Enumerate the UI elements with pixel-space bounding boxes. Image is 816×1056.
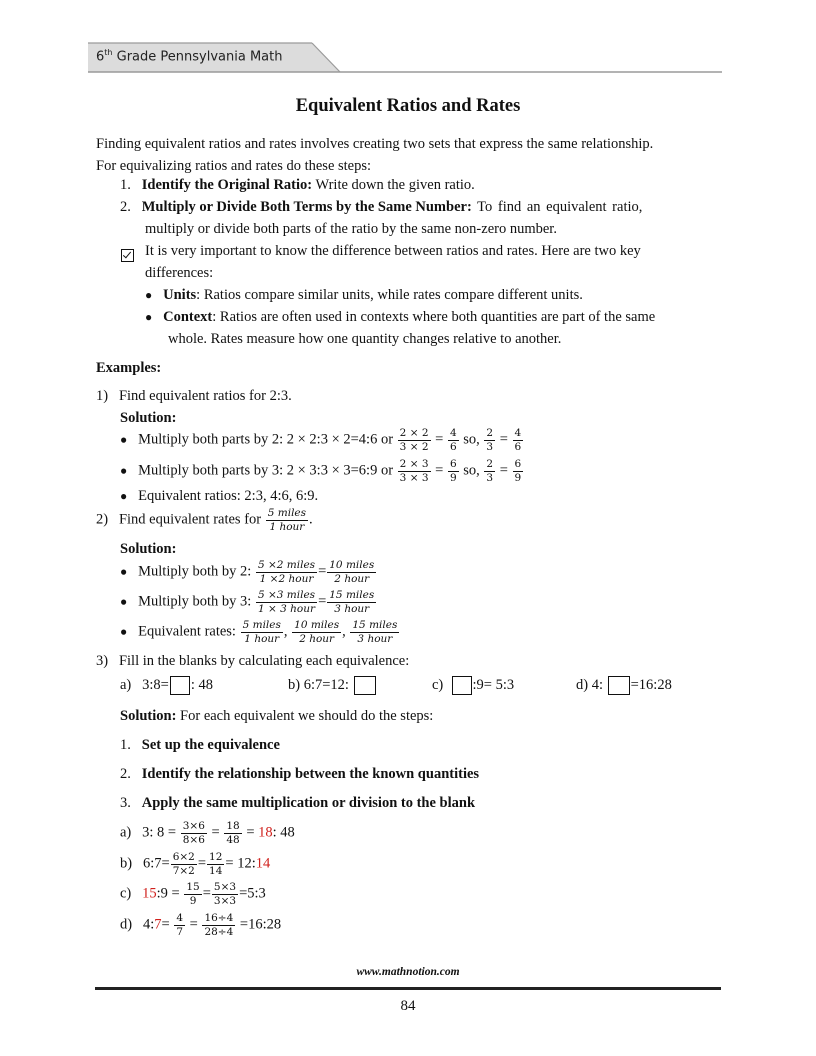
blank-box-d[interactable]: [608, 676, 630, 695]
example-2-bullet-2: ● Multiply both by 3: $\frac{\text{5 ×3 miles}}{\text{1 × 3 hour}}$ = $\frac{\text{15 miles}}{\text{3 hour}}$: [120, 589, 375, 615]
example-3-step-1: 1. Set up the equivalence: [120, 737, 280, 753]
solution-b: b) 6:7= $\frac{6\times 2}{7\times 2}$ = $\frac{12}{14}$ = 12:14: [120, 851, 271, 877]
example-1-bullet-2: ● Multiply both parts by 3: 2 × 3:3 × 3=6:9 or $\frac{2 \times 3}{3 \times 3}$ = $\frac{6}{9}$ so, $\frac{2}{3}$ = $\frac{6}{9}$: [120, 458, 522, 484]
header-tab-shape: [0, 0, 816, 80]
solution-d: d) 4:7= $\frac{4}{7}$ = $\frac{16\div 4}{28\div 4}$ =16:28: [120, 912, 282, 938]
blank-box-c[interactable]: [452, 676, 472, 695]
example-2-bullet-1: ● Multiply both by 2: $\frac{\text{5 ×2 miles}}{\text{1 ×2 hour}}$ = $\frac{\text{10 miles}}{\text{2 hour}}$: [120, 559, 375, 585]
problem-d: d) 4: =16:28: [576, 676, 672, 695]
blank-box-b[interactable]: [354, 676, 376, 695]
example-2-bullet-3: ● Equivalent rates: $\frac{\text{5 miles}}{\text{1 hour}}$ , $\frac{\text{10 miles}}{\text{2 hour}}$ , $\frac{\text{15 miles}}{\text{3 hour}}$: [120, 619, 398, 645]
example-3-step-2: 2. Identify the relationship between the known quantities: [120, 766, 480, 782]
note-bullet-2-cont: whole. Rates measure how one quantity changes relative to another.: [168, 331, 562, 347]
step-2: 2. Multiply or Divide Both Terms by the Same Number: To find an equivalent ratio,: [120, 199, 643, 215]
footer-divider: [95, 987, 721, 990]
example-3-question: 3) Fill in the blanks by calculating each equivalence:: [96, 653, 410, 669]
step-1: 1. Identify the Original Ratio: Write down the given ratio.: [120, 177, 475, 193]
solution-c: c) 15:9 = $\frac{15}{9}$ = $\frac{5\times 3}{3\times 3}$ =5:3: [120, 881, 266, 907]
solution-a: a) 3: 8 = $\frac{3\times 6}{8\times 6}$ = $\frac{18}{48}$ = 18: 48: [120, 820, 295, 846]
intro-line-1: Finding equivalent ratios and rates involves creating two sets that express the same relationship.: [96, 136, 654, 152]
note-bullet-1: ● Units: Ratios compare similar units, while rates compare different units.: [145, 287, 583, 303]
note-line-2: differences:: [145, 265, 214, 281]
page-number: 84: [400, 998, 416, 1014]
checkbox-icon: [121, 247, 134, 264]
note-bullet-2: ● Context: Ratios are often used in contexts where both quantities are part of the same: [145, 309, 656, 325]
step-2-cont: multiply or divide both parts of the ratio by the same non-zero number.: [145, 221, 557, 237]
example-1-bullet-1: ● Multiply both parts by 2: 2 × 2:3 × 2=4:6 or $\frac{2 \times 2}{3 \times 2}$ = $\frac{4}{6}$ so, $\frac{2}{3}$ = $\frac{4}{6}$: [120, 427, 522, 453]
blank-box-a[interactable]: [170, 676, 190, 695]
page-title: Equivalent Ratios and Rates: [295, 96, 521, 116]
example-3-step-3: 3. Apply the same multiplication or division to the blank: [120, 795, 476, 811]
example-1-question: 1) Find equivalent ratios for 2:3.: [96, 388, 292, 404]
intro-line-2: For equivalizing ratios and rates do these steps:: [96, 158, 372, 174]
problem-b: b) 6:7=12:: [288, 676, 377, 695]
problem-a: a) 3:8= : 48: [120, 676, 213, 695]
header-title: 6th Grade Pennsylvania Math: [96, 48, 283, 65]
example-3-solution-intro: Solution: For each equivalent we should do the steps:: [120, 708, 434, 724]
example-2-question: 2) Find equivalent rates for $\frac{\text{5 miles}}{\text{1 hour}}$ .: [96, 507, 313, 533]
example-1-bullet-3: ● Equivalent ratios: 2:3, 4:6, 6:9.: [120, 488, 319, 504]
note-line-1: It is very important to know the difference between ratios and rates. Here are two key: [145, 243, 641, 259]
problem-c: c) :9= 5:3: [432, 676, 514, 695]
footer-url[interactable]: www.mathnotion.com: [356, 966, 460, 978]
example-2-solution-label: Solution:: [120, 541, 177, 557]
example-1-solution-label: Solution:: [120, 410, 177, 426]
examples-heading: Examples:: [96, 360, 162, 376]
